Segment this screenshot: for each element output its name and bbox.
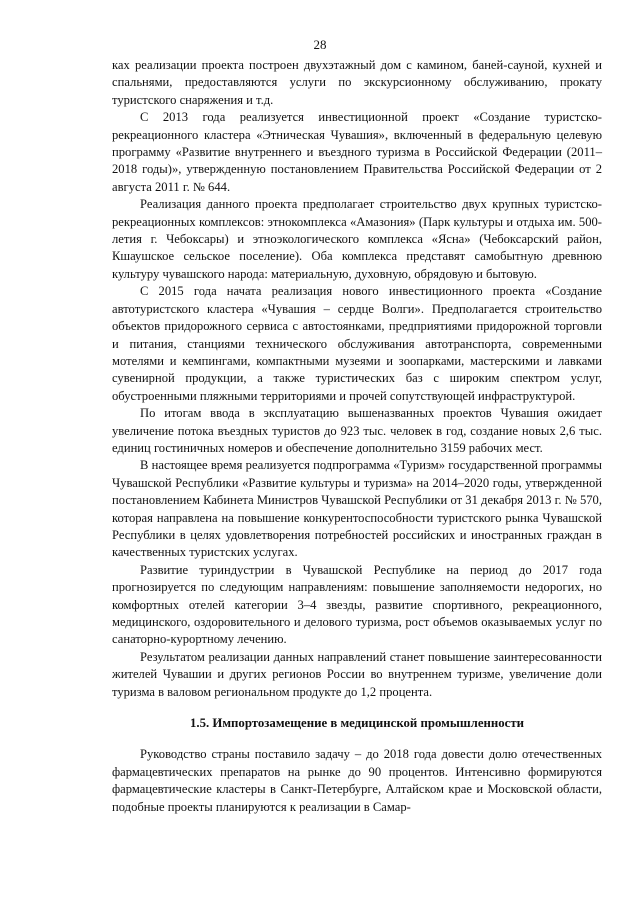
page-body xyxy=(112,57,602,816)
page-number: 28 xyxy=(313,37,327,52)
paragraph: По итогам ввода в эксплуатацию вышеназванных проектов Чувашия ожидает увеличение потока въездных туристов до 923 тыс. человек в год, создание новых 2,6 тыс. единиц гостиничных номеров и обеспечение дополнительно 3159 рабочих мест. xyxy=(112,406,602,455)
paragraph: С 2013 года реализуется инвестиционной проект «Создание туристско-рекреационного кластера «Этническая Чувашия», включенный в федеральную целевую программу «Развитие внутреннего и въездного туризма в Российской Федерации (2011–2018 годы)», утвержденную постановлением Правительства Российской Федерации от 2 августа 2011 г. № 644. xyxy=(112,110,602,194)
paragraph-continued: ках реализации проекта построен двухэтажный дом с камином, баней-сауной, кухней и спальнями, предоставляются услуги по экскурсионному обслуживанию, прокату туристского снаряжения и т.д. xyxy=(112,58,602,107)
section-heading: 1.5. Импортозамещение в медицинской промышленности xyxy=(189,716,524,731)
paragraph: С 2015 года начата реализация нового инвестиционного проекта «Создание автотуристского кластера «Чувашия – сердце Волги». Предполагается строительство объектов придорожного сервиса с автостоянками, предприятиями придорожной торговли и питания, станциями технического обслуживания автотранспорта, современными мотелями и кемпингами, компактными музеями и зоопарками, мастерскими и лавками сувенирной продукции, а также туристических баз с широким спектром услуг, обустроенными пляжными территориями и прочей сопутствующей инфраструктурой. xyxy=(112,284,602,403)
paragraph: В настоящее время реализуется подпрограмма «Туризм» государственной программы Чувашской Республики «Развитие культуры и туризма» на 2014–2020 годы, утвержденной постановлением Кабинета Министров Чувашской Республики от 31 декабря 2013 г. № 570, которая направлена на повышение конкурентоспособности туристского рынка Чувашской Республики в целях удовлетворения потребностей российских и иностранных граждан в качественных туристских услугах. xyxy=(112,458,602,560)
paragraph: Реализация данного проекта предполагает строительство двух крупных туристско-рекреационных комплексов: этнокомплекса «Амазония» (Парк культуры и отдыха им. 500-летия г. Чебоксары) и этноэкологического комплекса «Ясна» (Чебоксарский район, Кшаушское сельское поселение). Оба комплекса представят самобытную древнюю культуру чувашского народа: материальную, духовную, обрядовую и бытовую. xyxy=(112,197,602,281)
paragraph: Руководство страны поставило задачу – до 2018 года довести долю отечественных фармацевтических препаратов на рынке до 90 процентов. Интенсивно формируются фармацевтические кластеры в Санкт-Петербурге, Алтайском крае и Московской области, подобные проекты планируются к реализации в Самар- xyxy=(112,747,602,814)
paragraph: Результатом реализации данных направлений станет повышение заинтересованности жителей Чувашии и других регионов России во внутреннем туризме, увеличение доли туризма в валовом региональном продукте до 1,2 процента. xyxy=(112,649,602,699)
paragraph: Развитие туриндустрии в Чувашской Республике на период до 2017 года прогнозируется по следующим направлениям: повышение заполняемости недорогих, но комфортных отелей категории 3–4 звезды, развитие спортивного, рекреационного, медицинского, оздоровительного и делового туризма, рост объемов оказываемых услуг по санаторно-курортному лечению. xyxy=(112,562,602,647)
